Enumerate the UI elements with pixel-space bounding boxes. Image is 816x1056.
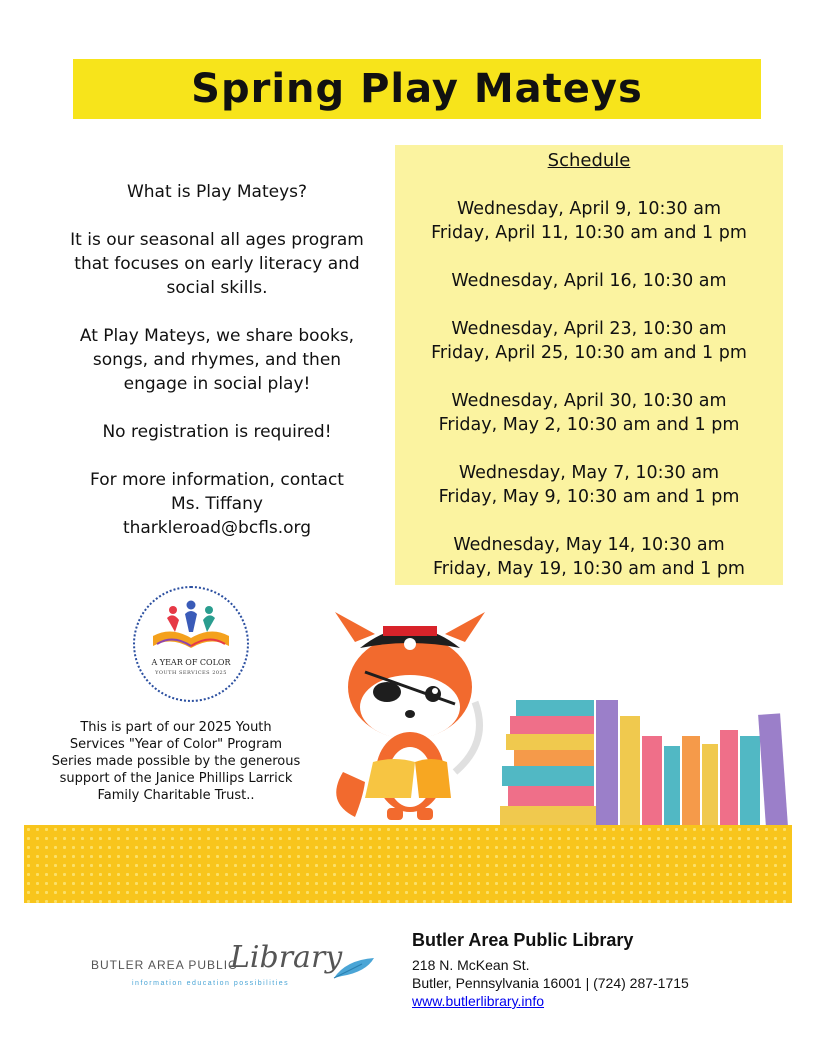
street-address: 218 N. McKean St. — [412, 957, 530, 973]
text-line: This is part of our 2025 Youth — [80, 720, 272, 735]
support-note — [40, 719, 312, 804]
text-line: that focuses on early literacy and — [74, 254, 360, 274]
contact-email[interactable]: tharkleroad@bcfls.org — [122, 518, 312, 538]
registration-note: No registration is required! — [102, 422, 332, 442]
text-line: songs, and rhymes, and then — [92, 350, 342, 370]
schedule-week — [395, 461, 783, 509]
schedule-entry: Wednesday, May 14, 10:30 am — [453, 535, 725, 555]
schedule-entry: Wednesday, April 9, 10:30 am — [456, 199, 722, 219]
text-line: Family Charitable Trust.. — [97, 788, 255, 803]
website-link[interactable]: www.butlerlibrary.info — [412, 993, 545, 1009]
schedule-week — [395, 533, 783, 581]
book-stack-illustration — [496, 698, 796, 828]
schedule-entry: Wednesday, April 30, 10:30 am — [451, 391, 727, 411]
schedule-box — [395, 145, 783, 585]
book-figures-icon — [135, 588, 247, 658]
page-title: Spring Play Mateys — [191, 66, 643, 112]
schedule-week — [395, 269, 783, 293]
library-address — [412, 928, 792, 1010]
logo-wordmark: BUTLER AREA PUBLIC — [91, 958, 238, 972]
text-line: It is our seasonal all ages program — [70, 230, 364, 250]
schedule-title: Schedule — [547, 150, 631, 171]
intro-activities — [52, 324, 382, 396]
schedule-entry: Friday, May 19, 10:30 am and 1 pm — [433, 559, 745, 579]
feather-icon — [332, 954, 376, 982]
intro-text — [52, 180, 382, 564]
contact-name: Ms. Tiffany — [171, 494, 263, 514]
ground-band — [24, 825, 792, 903]
text-line: For more information, contact — [90, 470, 344, 490]
text-line: engage in social play! — [123, 374, 311, 394]
schedule-entry: Friday, May 9, 10:30 am and 1 pm — [438, 487, 740, 507]
schedule-entry: Friday, April 25, 10:30 am and 1 pm — [431, 343, 747, 363]
contact-info — [52, 468, 382, 540]
library-logo — [88, 930, 388, 1000]
city-phone: Butler, Pennsylvania 16001 | (724) 287-1715 — [412, 975, 689, 991]
schedule-entry: Wednesday, May 7, 10:30 am — [458, 463, 720, 483]
schedule-week — [395, 317, 783, 365]
schedule-entry: Wednesday, April 16, 10:30 am — [451, 271, 727, 291]
text-line: social skills. — [166, 278, 268, 298]
text-line: Series made possible by the generous — [51, 754, 301, 769]
schedule-entry: Friday, April 11, 10:30 am and 1 pm — [431, 223, 747, 243]
text-line: support of the Janice Phillips Larrick — [59, 771, 293, 786]
title-banner — [73, 59, 761, 119]
intro-description — [52, 228, 382, 300]
text-line: At Play Mateys, we share books, — [79, 326, 355, 346]
badge-title: A YEAR OF COLOR — [151, 658, 231, 667]
logo-script: Library — [230, 940, 343, 975]
badge-subtitle: YOUTH SERVICES 2025 — [155, 670, 227, 676]
pirate-fox-illustration — [325, 612, 495, 832]
year-of-color-logo — [133, 586, 249, 702]
text-line: Services "Year of Color" Program — [69, 737, 283, 752]
library-name: Butler Area Public Library — [412, 930, 634, 950]
intro-question: What is Play Mateys? — [126, 182, 308, 202]
logo-tagline: information education possibilities — [132, 980, 290, 987]
schedule-week — [395, 389, 783, 437]
schedule-entry: Wednesday, April 23, 10:30 am — [451, 319, 727, 339]
schedule-entry: Friday, May 2, 10:30 am and 1 pm — [438, 415, 740, 435]
schedule-week — [395, 197, 783, 245]
